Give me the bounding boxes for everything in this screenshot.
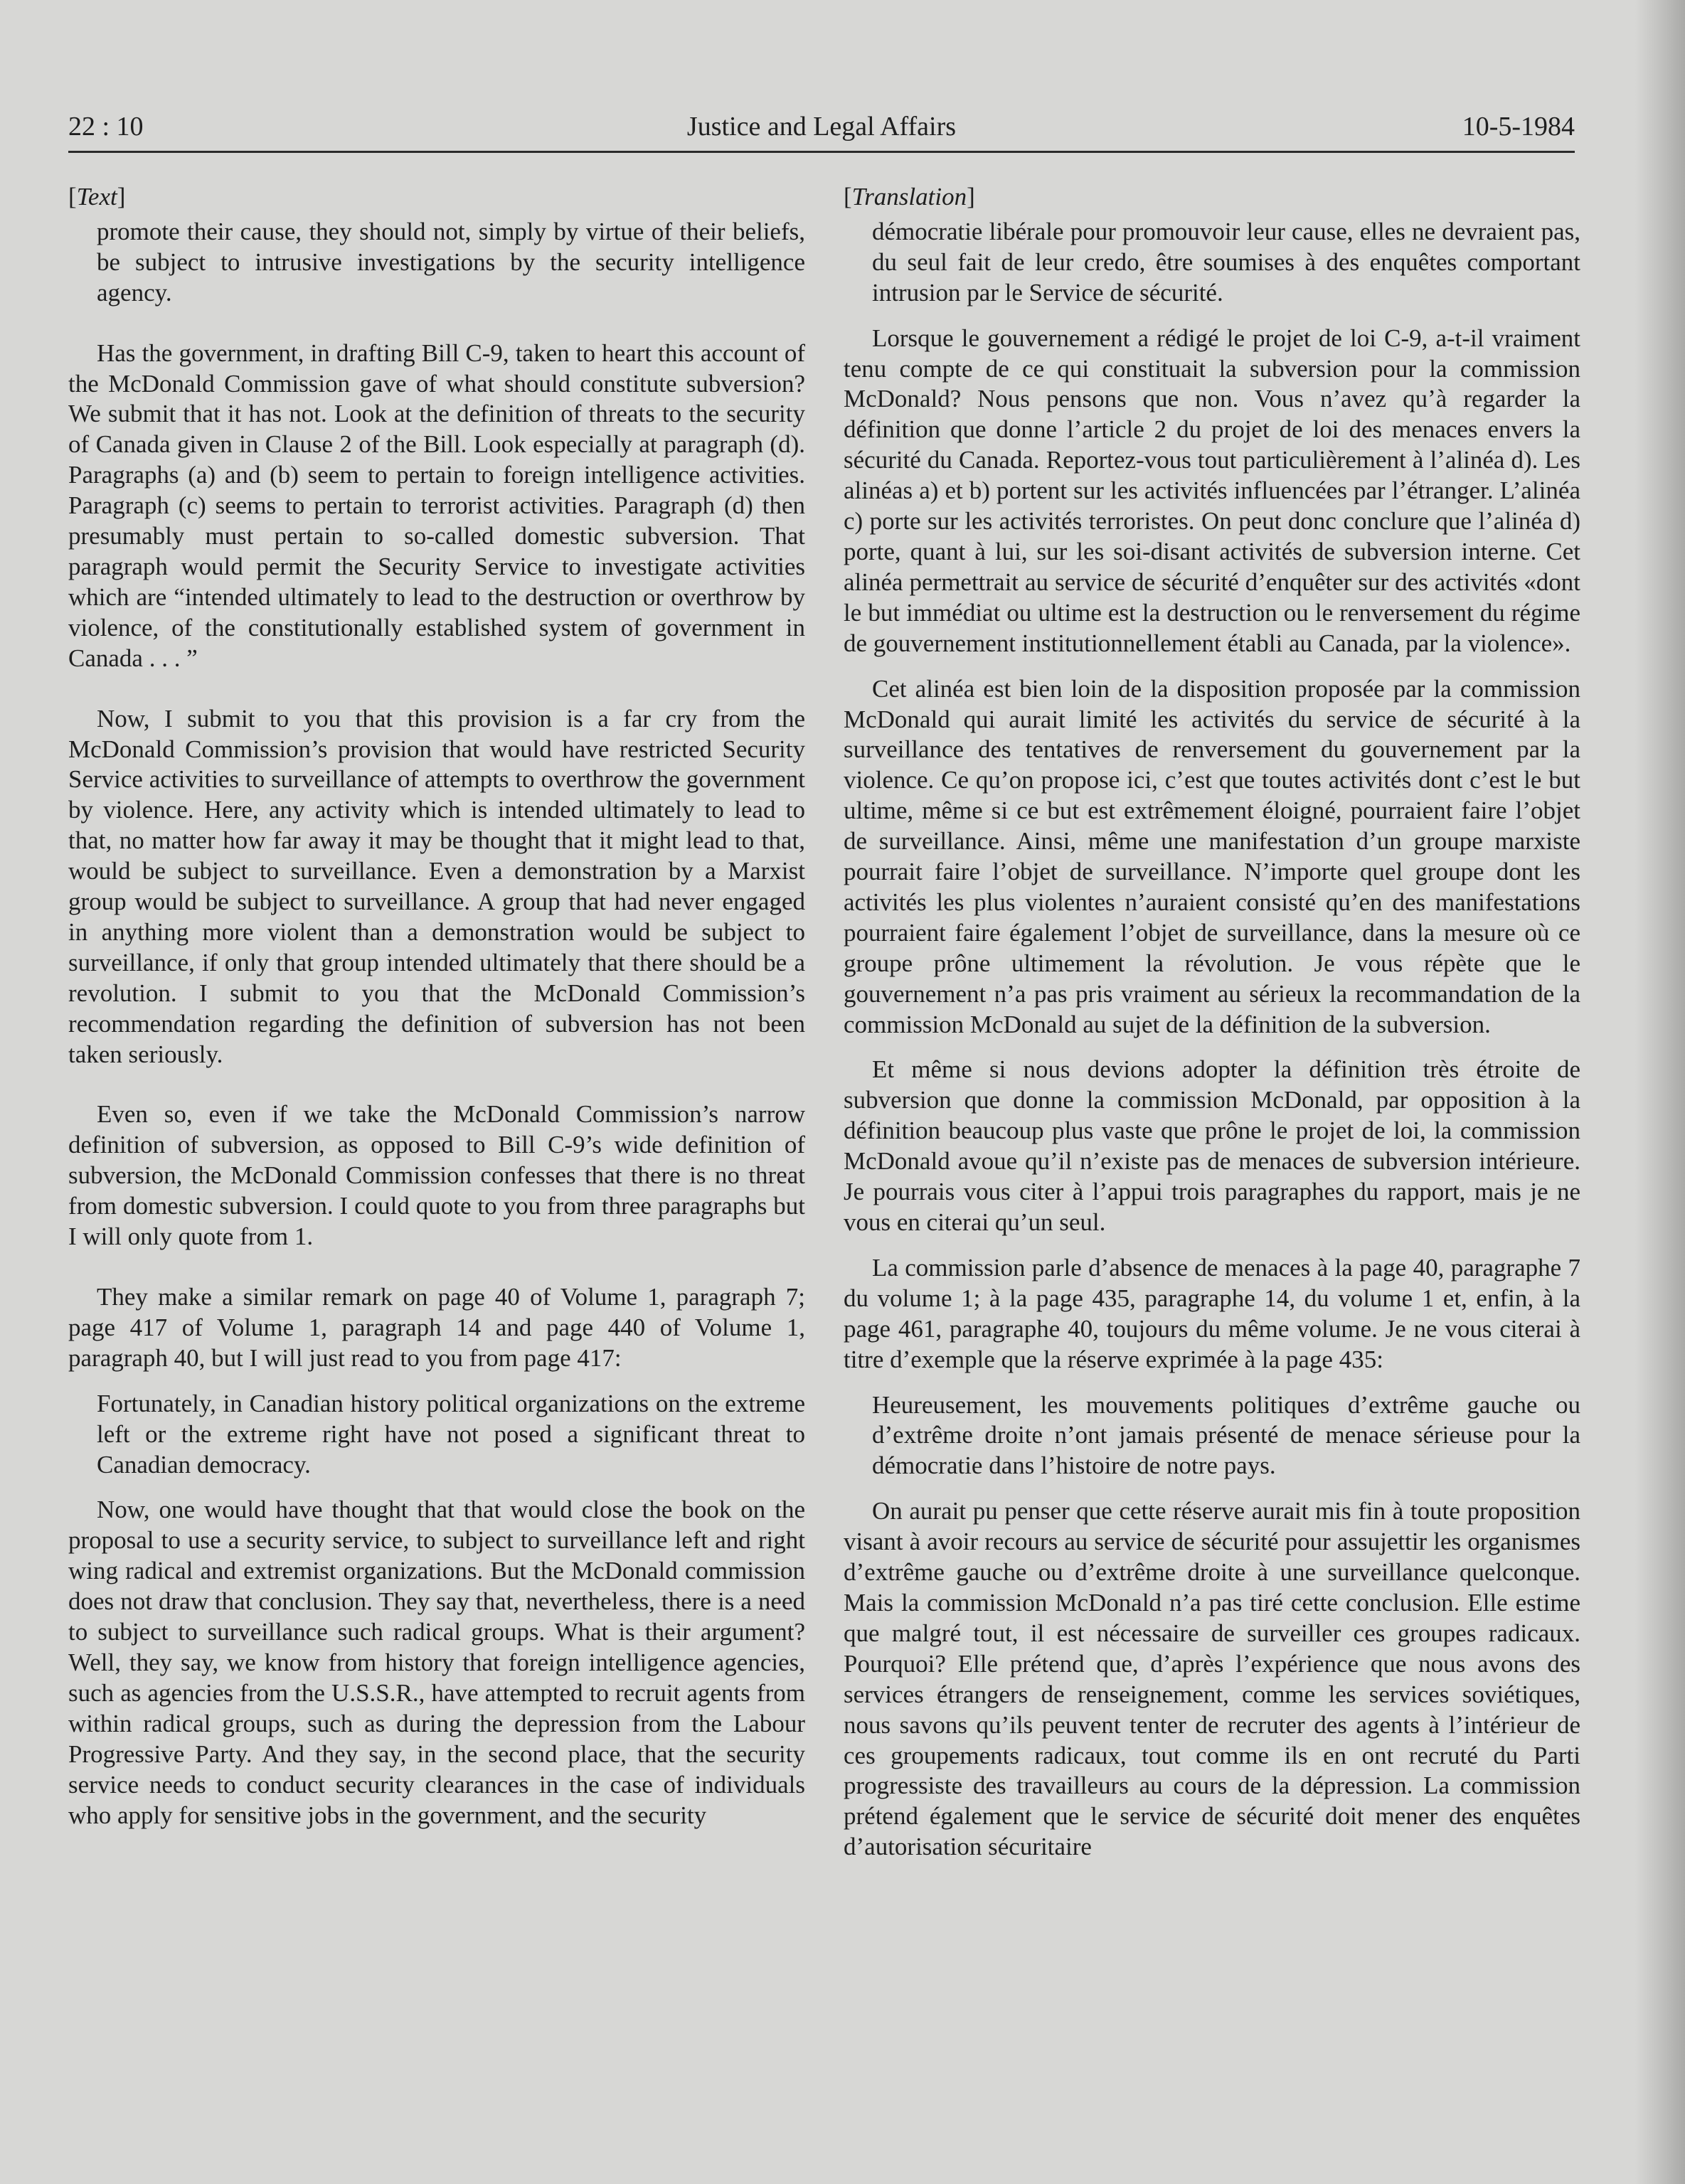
header-date: 10-5-1984 — [1462, 112, 1575, 142]
paragraph: Et même si nous devions adopter la définition très étroite de subversion que donne la commission McDonald, par opposition à la définition beaucoup plus vaste que prône le projet de loi, la commission McDonald avoue qu’il n’existe pas de menaces de subversion intérieure. Je pourrais vous citer à l’appui trois paragraphes du rapport, mais je ne vous en citerai qu’un seul. — [844, 1055, 1580, 1236]
page-number: 22 : 10 — [68, 112, 144, 142]
french-column — [844, 182, 1580, 1863]
paragraph: They make a similar remark on page 40 of Volume 1, paragraph 7; page 417 of Volume 1, paragraph 14 and page 440 of Volume 1, paragraph 40, but I will just read to you from page 417: — [68, 1283, 805, 1372]
paragraph: promote their cause, they should not, simply by virtue of their beliefs, be subject to intrusive investigations by the security intelligence agency. — [97, 217, 805, 307]
block-quote: Heureusement, les mouvements politiques d’extrême gauche ou d’extrême droite n’ont jamais présenté de menace sérieuse pour la démocratie dans l’histoire de notre pays. — [872, 1390, 1580, 1480]
paragraph: Lorsque le gouvernement a rédigé le projet de loi C-9, a-t-il vraiment tenu compte de ce qui constituait la subversion pour la commission McDonald? Nous pensons que non. Vous n’avez qu’à regarder la définition que donne l’article 2 du projet de loi des menaces envers la sécurité du Canada. Reportez-vous tout particulièrement à l’alinéa d). Les alinéas a) et b) portent sur les activités influencées par l’étranger. L’alinéa c) porte sur les activités terroristes. On peut donc conclure que l’alinéa d) porte, quant à lui, sur les soi-disant activités de subversion interne. Cet alinéa permettrait au service de sécurité d’enquêter sur des activités «dont le but immédiat ou ultime est la destruction ou le renversement du régime de gouvernement institutionnellement établi au Canada, par la violence». — [844, 324, 1580, 657]
page-edge-shadow — [1635, 0, 1685, 2184]
column-tag-text: [Text] — [68, 183, 126, 211]
running-header — [68, 111, 1575, 151]
paragraph: Even so, even if we take the McDonald Commission’s narrow definition of subversion, as opposed to Bill C-9’s wide definition of subversion, the McDonald Commission confesses that there is no threat from domestic subversion. I could quote to you from three paragraphs but I will only quote from 1. — [68, 1100, 805, 1251]
paragraph: Has the government, in drafting Bill C-9, taken to heart this account of the McDonald Commission gave of what should constitute subversion? We submit that it has not. Look at the definition of threats to the security of Canada given in Clause 2 of the Bill. Look especially at paragraph (d). Paragraphs (a) and (b) seem to pertain to foreign intelligence activities. Paragraph (c) seems to pertain to terrorist activities. Paragraph (d) then presumably must pertain to so-called domestic subversion. That paragraph would permit the Security Service to investigate activities which are “intended ultimately to lead to the destruction or overthrow by violence, of the constitutionally established system of government in Canada . . . ” — [68, 339, 805, 672]
english-column — [68, 182, 805, 1831]
page-title: Justice and Legal Affairs — [686, 112, 957, 142]
column-tag-translation: [Translation] — [844, 183, 975, 211]
paragraph: Now, I submit to you that this provision is a far cry from the McDonald Commission’s provision that would have restricted Security Service activities to surveillance of attempts to overthrow the government by violence. Here, any activity which is intended ultimately to lead to that, no matter how far away it may be thought that it might lead to that, would be subject to surveillance. Even a demonstration by a Marxist group would be subject to surveillance. A group that had never engaged in anything more violent than a demonstration would be subject to surveillance, if only that group intended ultimately that there should be a revolution. I submit to you that the McDonald Commission’s recommendation regarding the definition of subversion has not been taken seriously. — [68, 704, 805, 1068]
paragraph: La commission parle d’absence de menaces à la page 40, paragraphe 7 du volume 1; à la page 435, paragraphe 14, du volume 1 et, enfin, à la page 461, paragraphe 40, toujours du même volume. Je ne vous citerai à titre d’exemple que la réserve exprimée à la page 435: — [844, 1253, 1580, 1373]
block-quote: Fortunately, in Canadian history political organizations on the extreme left or the extreme right have not posed a significant threat to Canadian democracy. — [97, 1389, 805, 1479]
header-rule — [68, 151, 1575, 153]
paragraph: On aurait pu penser que cette réserve aurait mis fin à toute proposition visant à avoir recours au service de sécurité pour assujettir les organismes d’extrême gauche ou d’extrême droite à une surveillance quelconque. Mais la commission McDonald n’a pas tiré cette conclusion. Elle estime que malgré tout, il est nécessaire de surveiller ces groupes radicaux. Pourquoi? Elle prétend que, d’après l’expérience que nous avons des services étrangers de renseignement, comme les services soviétiques, nous savons qu’ils peuvent tenter de recruter des agents à l’intérieur de ces groupements radicaux, tout comme ils en ont recruté du Parti progressiste des travailleurs au cours de la dépression. La commission prétend également que le service de sécurité doit mener des enquêtes d’autorisation sécuritaire — [844, 1497, 1580, 1861]
paragraph: Now, one would have thought that that would close the book on the proposal to use a security service, to subject to surveillance left and right wing radical and extremist organizations. But the McDonald commission does not draw that conclusion. They say that, nevertheless, there is a need to subject to surveillance such radical groups. What is their argument? Well, they say, we know from history that foreign intelligence agencies, such as agencies from the U.S.S.R., have attempted to recruit agents from within radical groups, such as during the depression from the Labour Progressive Party. And they say, in the second place, that the security service needs to conduct security clearances in the case of individuals who apply for sensitive jobs in the government, and the security — [68, 1496, 805, 1829]
paragraph: Cet alinéa est bien loin de la disposition proposée par la commission McDonald qui aurait limité les activités du service de sécurité à la surveillance des tentatives de renversement du gouvernement par la violence. Ce qu’on propose ici, c’est que toutes activités dont c’est le but ultime, même si ce but est extrêmement éloigné, pourraient faire l’objet de surveillance. Ainsi, même une manifestation d’un groupe marxiste pourrait faire l’objet de surveillance. N’importe quel groupe dont les activités les plus violentes n’auraient consisté qu’en des manifestations pourraient faire également l’objet de surveillance, dans la mesure où ce groupe prône ultimement la révolution. Je vous répète que le gouvernement n’a pas pris vraiment au sérieux la recommandation de la commission McDonald au sujet de la définition de la subversion. — [844, 674, 1580, 1038]
paragraph: démocratie libérale pour promouvoir leur cause, elles ne devraient pas, du seul fait de leur credo, être soumises à des enquêtes comportant intrusion par le Service de sécurité. — [872, 217, 1580, 307]
